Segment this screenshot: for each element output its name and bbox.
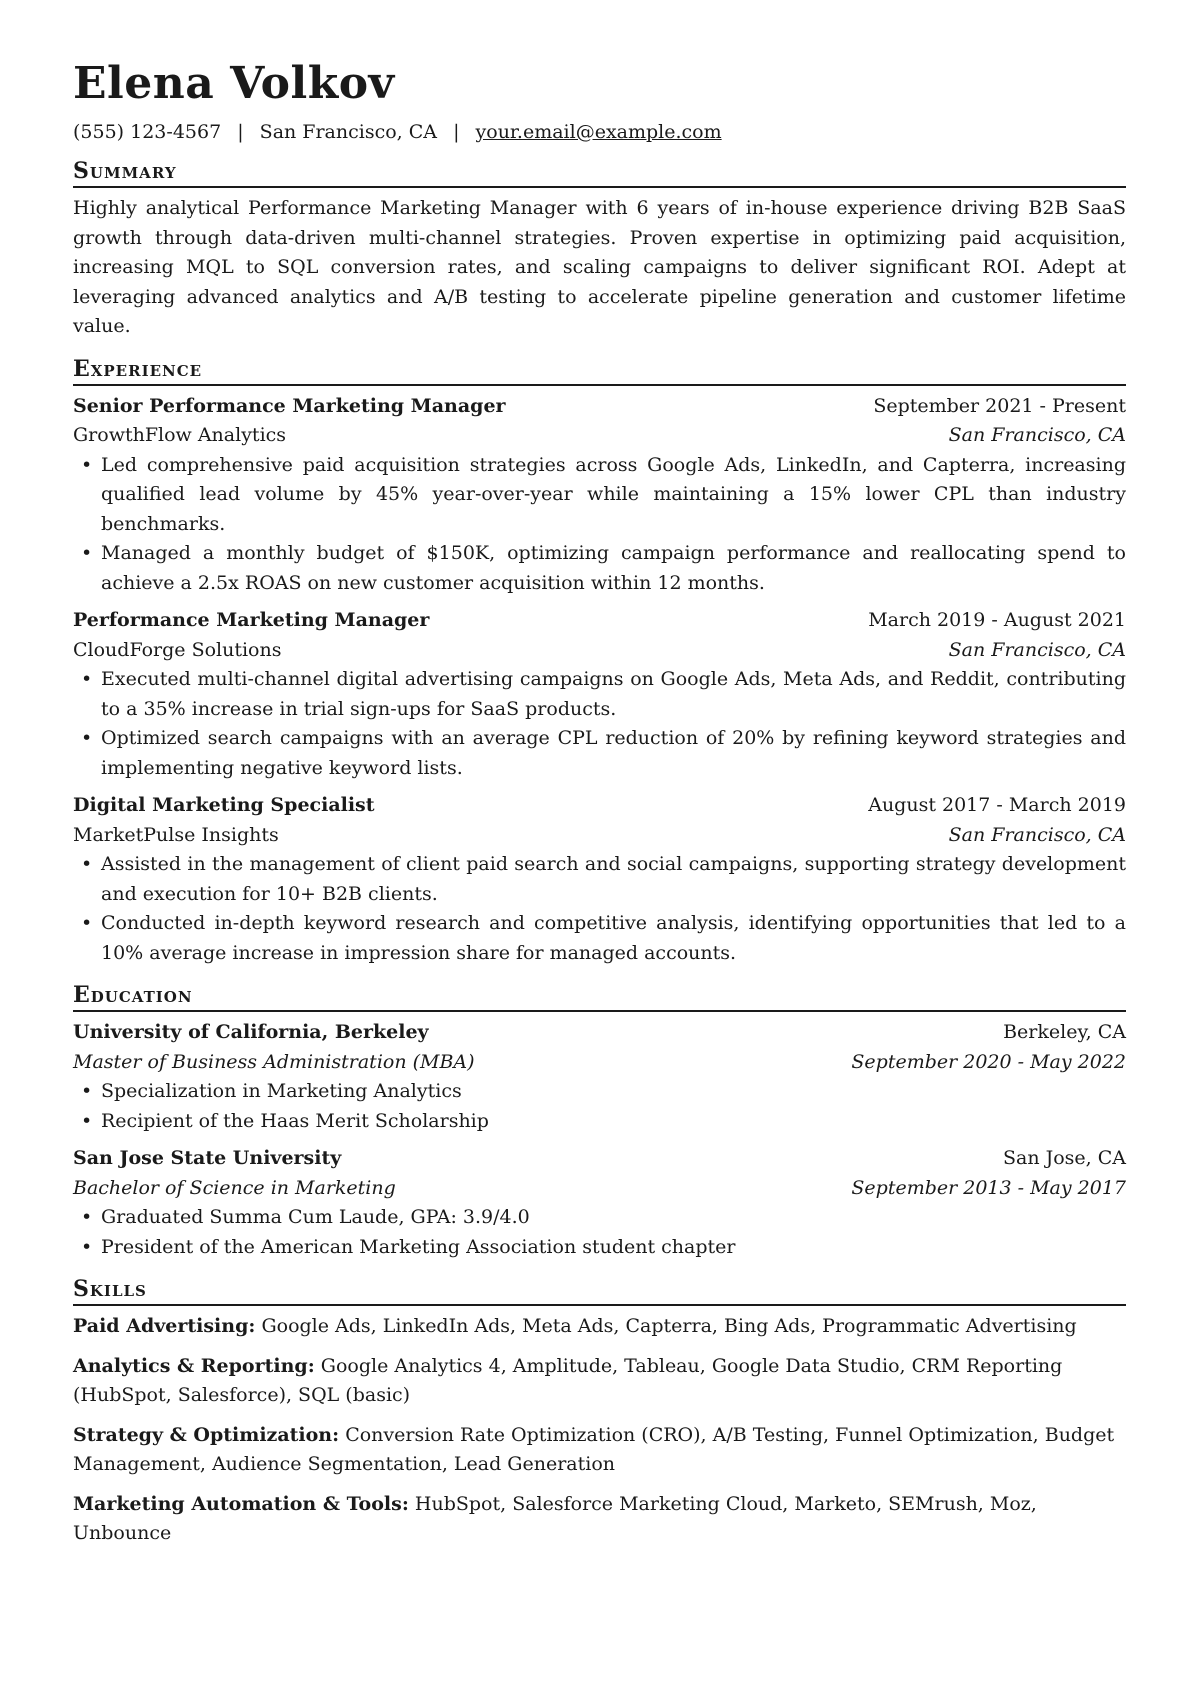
contact-separator: | (453, 121, 460, 143)
skill-group (73, 1421, 1126, 1480)
degree: Master of Business Administration (MBA) (73, 1050, 475, 1073)
education-section (73, 982, 1126, 1262)
education-entry (73, 1018, 1126, 1136)
section-title-summary: Summary (73, 158, 1126, 188)
company-name: CloudForge Solutions (73, 638, 282, 661)
job-dates: August 2017 - March 2019 (868, 794, 1126, 816)
skills-section (73, 1276, 1126, 1549)
resume-content (73, 58, 1126, 1549)
contact-line (73, 120, 1126, 144)
education-dates: September 2020 - May 2022 (851, 1050, 1126, 1073)
skill-group (73, 1312, 1126, 1342)
job-entry (73, 606, 1126, 783)
candidate-name: Elena Volkov (73, 58, 395, 109)
job-bullet: • Assisted in the management of client paid search and social campaigns, supporting strategy development and execution for 10+ B2B clients. (73, 850, 1126, 909)
job-bullet: • Led comprehensive paid acquisition strategies across Google Ads, LinkedIn, and Capterra, increasing qualified lead volume by 45% year-over-year while maintaining a 15% lower CPL than industry benchmarks. (73, 451, 1126, 540)
skill-items: Google Analytics 4, Amplitude, Tableau, Google Data Studio, CRM Reporting (HubSpot, Salesforce), SQL (basic) (73, 1354, 1063, 1406)
job-location: San Francisco, CA (948, 424, 1126, 446)
skill-label: Analytics & Reporting: (73, 1354, 315, 1377)
section-title-skills: Skills (73, 1276, 1126, 1306)
job-bullet: • Optimized search campaigns with an average CPL reduction of 20% by refining keyword strategies and implementing negative keyword lists. (73, 724, 1126, 783)
education-bullet: • Recipient of the Haas Merit Scholarship (73, 1107, 1126, 1137)
skill-label: Paid Advertising: (73, 1315, 256, 1337)
job-title: Digital Marketing Specialist (73, 794, 375, 816)
skill-group (73, 1352, 1126, 1411)
job-bullet: • Managed a monthly budget of $150K, optimizing campaign performance and reallocating spend to achieve a 2.5x ROAS on new customer acquisition within 12 months. (73, 539, 1126, 598)
summary-text: Highly analytical Performance Marketing Manager with 6 years of in-house experience driving B2B SaaS growth through data-driven multi-channel strategies. Proven expertise in optimizing paid acquisition, increasing MQL to SQL conversion rates, and scaling campaigns to deliver significant ROI. Adept at leveraging advanced analytics and A/B testing to accelerate pipeline generation and customer lifetime value. (73, 197, 1126, 337)
job-dates: March 2019 - August 2021 (868, 609, 1126, 631)
education-bullet: • Graduated Summa Cum Laude, GPA: 3.9/4.0 (73, 1203, 1126, 1233)
job-title: Performance Marketing Manager (73, 609, 430, 631)
education-bullet: • Specialization in Marketing Analytics (73, 1077, 1126, 1107)
education-bullet: • President of the American Marketing Association student chapter (73, 1233, 1126, 1263)
job-entry (73, 392, 1126, 599)
company-name: MarketPulse Insights (73, 823, 279, 846)
skill-items: Conversion Rate Optimization (CRO), A/B Testing, Funnel Optimization, Budget Management, Audience Segmentation, Lead Generation (73, 1423, 1115, 1475)
job-bullet: • Executed multi-channel digital advertising campaigns on Google Ads, Meta Ads, and Reddit, contributing to a 35% increase in trial sign-ups for SaaS products. (73, 665, 1126, 724)
phone: (555) 123-4567 (73, 121, 222, 143)
skill-items: HubSpot, Salesforce Marketing Cloud, Marketo, SEMrush, Moz, Unbounce (73, 1492, 1037, 1544)
degree: Bachelor of Science in Marketing (73, 1176, 396, 1199)
company-name: GrowthFlow Analytics (73, 424, 287, 446)
job-bullet: • Conducted in-depth keyword research and competitive analysis, identifying opportunities that led to a 10% average increase in impression share for managed accounts. (73, 909, 1126, 968)
school-name: University of California, Berkeley (73, 1021, 429, 1043)
education-entry (73, 1144, 1126, 1262)
school-location: San Jose, CA (1002, 1147, 1126, 1169)
location: San Francisco, CA (259, 121, 438, 143)
experience-section (73, 356, 1126, 969)
summary-section (73, 158, 1126, 342)
section-title-education: Education (73, 982, 1126, 1012)
school-name: San Jose State University (73, 1147, 342, 1169)
skill-items: Google Ads, LinkedIn Ads, Meta Ads, Capterra, Bing Ads, Programmatic Advertising (261, 1315, 1077, 1337)
contact-separator: | (237, 121, 244, 143)
job-entry (73, 791, 1126, 968)
job-location: San Francisco, CA (948, 823, 1126, 846)
skill-label: Marketing Automation & Tools: (73, 1492, 409, 1515)
job-location: San Francisco, CA (948, 638, 1126, 661)
section-title-experience: Experience (73, 356, 1126, 386)
skill-group (73, 1490, 1126, 1549)
skill-label: Strategy & Optimization: (73, 1423, 340, 1446)
email-link[interactable]: your.email@example.com (475, 121, 722, 143)
job-title: Senior Performance Marketing Manager (73, 394, 506, 417)
job-dates: September 2021 - Present (873, 394, 1126, 417)
school-location: Berkeley, CA (1003, 1021, 1126, 1043)
education-dates: September 2013 - May 2017 (851, 1176, 1126, 1199)
